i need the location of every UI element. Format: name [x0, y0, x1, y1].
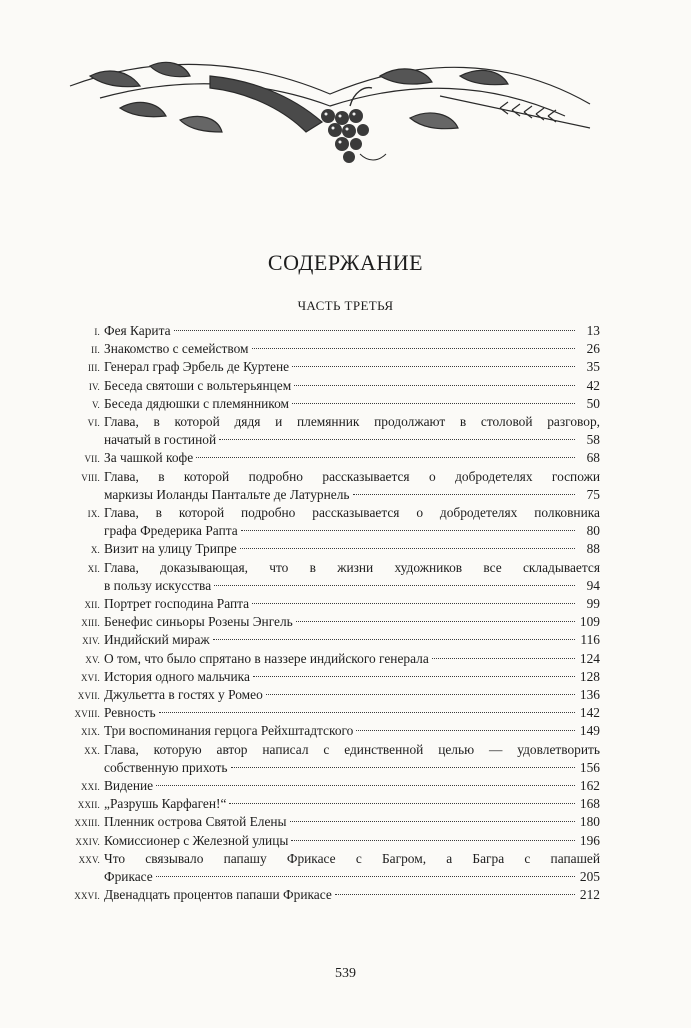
chapter-page: 58 [586, 432, 600, 448]
dot-leader [252, 603, 575, 604]
chapter-number: XVII. [77, 691, 100, 702]
chapter-title-line: Глава, в которой дядя и племянник продолжают в столовой разговор, [104, 414, 600, 430]
dot-leader [290, 821, 575, 822]
dot-leader [241, 530, 575, 531]
chapter-number: XXVI. [74, 891, 100, 902]
chapter-page: 124 [579, 650, 600, 666]
dot-leader [266, 694, 575, 695]
chapter-title: Двенадцать процентов папаши Фрикасе [104, 887, 332, 903]
contents-heading: СОДЕРЖАНИЕ [267, 250, 424, 275]
toc-entry[interactable] [40, 631, 600, 649]
chapter-page: 109 [579, 614, 600, 630]
chapter-number: XII. [84, 600, 100, 611]
chapter-page: 99 [586, 596, 600, 612]
chapter-page: 180 [579, 814, 600, 830]
dot-leader [159, 712, 575, 713]
dot-leader [156, 876, 575, 877]
chapter-page: 35 [586, 359, 600, 375]
chapter-number: X. [90, 545, 100, 556]
dot-leader [252, 348, 576, 349]
chapter-title: Комиссионер с Железной улицы [104, 832, 289, 848]
dot-leader [229, 803, 575, 804]
chapter-number: XIV. [82, 636, 100, 647]
chapter-title: Визит на улицу Трипре [104, 541, 237, 557]
chapter-number: XV. [85, 654, 100, 665]
chapter-title: Видение [104, 778, 154, 794]
dot-leader [335, 894, 575, 895]
chapter-title: Фрикасе [104, 869, 153, 885]
chapter-number: XXIII. [74, 818, 100, 829]
toc-entry[interactable] [40, 540, 600, 558]
dot-leader [353, 494, 576, 495]
decorative-ornament-engraving [60, 36, 600, 176]
toc-entry[interactable] [40, 395, 600, 413]
toc-entry[interactable] [40, 358, 600, 376]
chapter-page: 212 [579, 887, 600, 903]
chapter-title: За чашкой кофе [104, 450, 194, 466]
chapter-page: 168 [579, 796, 600, 812]
toc-entry[interactable] [40, 559, 600, 595]
chapter-title: „Разрушь Карфаген!“ [104, 796, 227, 812]
dot-leader [174, 330, 575, 331]
toc-entry[interactable] [40, 850, 600, 886]
chapter-page: 116 [580, 632, 600, 648]
chapter-title: Бенефис синьоры Розены Энгель [104, 614, 293, 630]
chapter-title: Ревность [104, 705, 156, 721]
chapter-title: Беседа святоши с вольтерьянцем [104, 377, 292, 393]
chapter-page: 42 [586, 377, 600, 393]
chapter-number: VI. [87, 418, 100, 429]
chapter-number: XXIV. [75, 836, 100, 847]
chapter-number: III. [87, 363, 100, 374]
dot-leader [292, 366, 575, 367]
chapter-title: Три воспоминания герцога Рейхштадтского [104, 723, 354, 739]
dot-leader [219, 439, 575, 440]
toc-entry[interactable] [40, 668, 600, 686]
chapter-page: 94 [586, 577, 600, 593]
dot-leader [294, 385, 575, 386]
toc-entry[interactable] [40, 650, 600, 668]
chapter-title: Портрет господина Рапта [104, 596, 250, 612]
chapter-title-line: Глава, которую автор написал с единственной целью — удовлетворить [104, 741, 600, 757]
dot-leader [213, 639, 575, 640]
page-number: 539 [335, 966, 356, 981]
chapter-page: 68 [586, 450, 600, 466]
chapter-number: XIII. [81, 618, 100, 629]
chapter-number: XXV. [78, 854, 100, 865]
table-of-contents [40, 322, 600, 905]
chapter-page: 156 [579, 759, 600, 775]
chapter-title-line: Глава, в которой подробно рассказывается о добродетелях госпожи [104, 468, 600, 484]
toc-entry[interactable] [40, 777, 600, 795]
chapter-number: VIII. [81, 472, 100, 483]
dot-leader [432, 658, 575, 659]
toc-entry[interactable] [40, 741, 600, 777]
chapter-page: 136 [579, 687, 600, 703]
chapter-number: XXII. [77, 800, 100, 811]
chapter-page: 50 [586, 395, 600, 411]
chapter-title: Джульетта в гостях у Ромео [104, 687, 263, 703]
toc-entry[interactable] [40, 795, 600, 813]
chapter-title: собственную прихоть [104, 759, 228, 775]
part-heading: ЧАСТЬ ТРЕТЬЯ [297, 298, 394, 313]
chapter-page: 162 [579, 778, 600, 794]
chapter-number: XVI. [80, 672, 100, 683]
toc-entry[interactable] [40, 813, 600, 831]
chapter-title: Генерал граф Эрбель де Куртене [104, 359, 290, 375]
chapter-title: Пленник острова Святой Елены [104, 814, 287, 830]
chapter-title: маркизы Иоланды Пантальте де Латурнель [104, 486, 350, 502]
chapter-title: История одного мальчика [104, 668, 250, 684]
dot-leader [196, 457, 575, 458]
chapter-page: 196 [579, 832, 600, 848]
chapter-title: Знакомство с семейством [104, 341, 249, 357]
chapter-page: 205 [579, 869, 600, 885]
chapter-title-line: Глава, в которой подробно рассказывается о добродетелях полковника [104, 505, 600, 521]
toc-entry[interactable] [40, 613, 600, 631]
toc-entry[interactable] [40, 449, 600, 467]
chapter-page: 142 [579, 705, 600, 721]
toc-entry[interactable] [40, 704, 600, 722]
chapter-title: графа Фредерика Рапта [104, 523, 238, 539]
dot-leader [156, 785, 575, 786]
toc-entry[interactable] [40, 377, 600, 395]
toc-entry[interactable] [40, 468, 600, 504]
dot-leader [356, 730, 575, 731]
chapter-page: 80 [586, 523, 600, 539]
chapter-title: О том, что было спрятано в наззере индийского генерала [104, 650, 429, 666]
chapter-number: V. [92, 399, 100, 410]
chapter-number: XI. [87, 563, 100, 574]
toc-entry[interactable] [40, 340, 600, 358]
chapter-title: Фея Карита [104, 323, 171, 338]
dot-leader [292, 403, 575, 404]
chapter-title: в пользу искусства [104, 577, 212, 593]
chapter-title-line: Глава, доказывающая, что в жизни художников все складывается [104, 559, 600, 575]
toc-entry[interactable] [40, 722, 600, 740]
toc-entry[interactable] [40, 322, 600, 340]
chapter-number: VII. [84, 454, 100, 465]
chapter-number: XX. [84, 745, 100, 756]
toc-entry[interactable] [40, 886, 600, 904]
toc-entry[interactable] [40, 686, 600, 704]
dot-leader [253, 676, 575, 677]
chapter-number: IX. [87, 509, 100, 520]
chapter-number: I. [94, 327, 100, 337]
chapter-number: IV. [88, 381, 100, 392]
toc-entry[interactable] [40, 504, 600, 540]
toc-entry[interactable] [40, 832, 600, 850]
chapter-page: 26 [586, 341, 600, 357]
chapter-page: 13 [586, 323, 600, 338]
chapter-page: 128 [579, 668, 600, 684]
chapter-page: 75 [586, 486, 600, 502]
chapter-number: II. [91, 345, 100, 356]
chapter-title: Беседа дядюшки с племянником [104, 395, 290, 411]
chapter-number: XIX. [80, 727, 100, 738]
chapter-number: XXI. [80, 782, 100, 793]
chapter-number: XVIII. [74, 709, 100, 720]
dot-leader [214, 585, 575, 586]
toc-entry[interactable] [40, 595, 600, 613]
chapter-title: начатый в гостиной [104, 432, 217, 448]
toc-entry[interactable] [40, 413, 600, 449]
dot-leader [291, 840, 575, 841]
dot-leader [231, 767, 575, 768]
chapter-title: Индийский мираж [104, 632, 210, 648]
dot-leader [240, 548, 575, 549]
chapter-title-line: Что связывало папашу Фрикасе с Багром, а Багра с папашей [104, 850, 600, 866]
chapter-page: 88 [586, 541, 600, 557]
chapter-page: 149 [579, 723, 600, 739]
dot-leader [296, 621, 575, 622]
